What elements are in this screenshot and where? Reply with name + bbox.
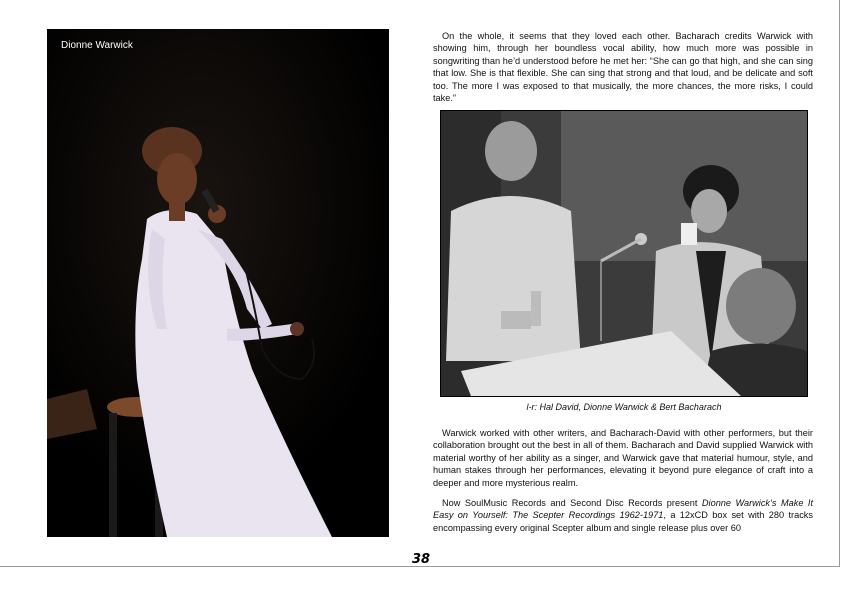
photo-caption: Dionne Warwick xyxy=(61,40,133,51)
paragraph-2 xyxy=(433,427,813,489)
paragraph-1 xyxy=(433,30,813,104)
paragraph-3-text xyxy=(433,497,813,534)
studio-photo xyxy=(440,110,808,397)
paragraph-1-text: On the whole, it seems that they loved each other. Bacharach credits Warwick with showing him, through her boundless vocal ability, how much more was possible in songwriting than he’d understood before he met her: “She can go that high, and she can sing that low. She is that flexible. She can sing that strong and that loud, and be delicate and soft too. The more I was exposed to that musically, the more chances, the more risks, I could take.” xyxy=(433,31,813,104)
photo-caption-credits: l-r: Hal David, Dionne Warwick & Bert Bacharach xyxy=(526,402,722,412)
paragraph-3-start: Now SoulMusic Records and Second Disc Records present xyxy=(442,498,702,508)
album-title: Dionne Warwick’s Make It Easy on Yourself: The Scepter Recordings 1962-1971 xyxy=(433,498,813,521)
paragraph-3 xyxy=(433,497,813,534)
paragraph-2-text: Warwick worked with other writers, and Bacharach-David with other performers, but their collaboration brought out the best in all of them. Bacharach and David supplied Warwick with material worthy of her ability as a singer, and Warwick gave that material humour, style, and human stakes through her performances, elevating it beyond pure elegance of craft into a deeper and more mysterious realm. xyxy=(433,428,813,488)
studio-illustration xyxy=(441,111,807,396)
paragraph-3-end: , a 12xCD box set with 280 tracks encompassing every original Scepter album and single release plus over 60 xyxy=(433,510,813,533)
dionne-warwick-photo xyxy=(47,29,389,537)
page-number: 38 xyxy=(411,552,431,567)
singer-illustration xyxy=(47,29,389,537)
